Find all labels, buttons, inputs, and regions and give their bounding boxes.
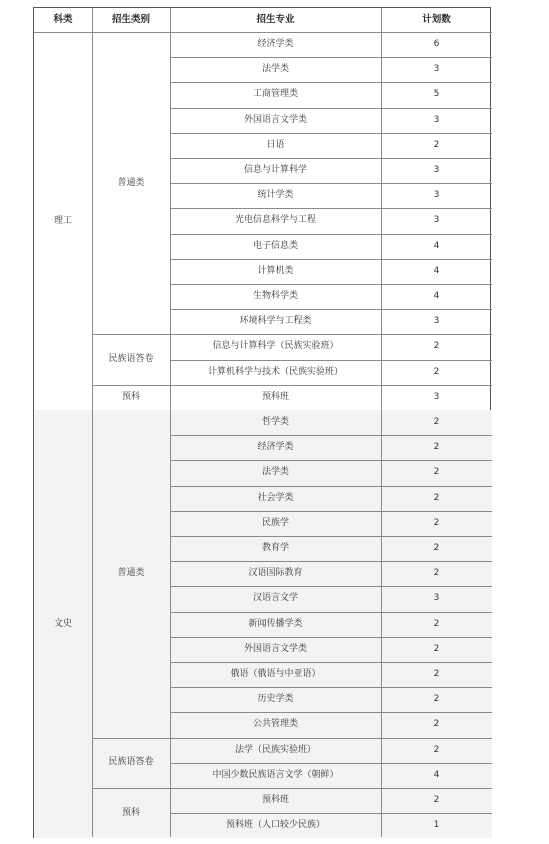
quota-cell: 2 [433, 492, 440, 503]
major-cell: 预科班（人口较少民族） [225, 820, 325, 831]
major-cell: 新闻传播学类 [248, 618, 303, 629]
column-divider [381, 8, 382, 837]
major-cell: 哲学类 [261, 417, 289, 428]
header-quota: 计划数 [422, 14, 451, 26]
quota-cell: 2 [433, 467, 440, 478]
category-cell: 民族语答卷 [108, 757, 154, 768]
major-cell: 俄语（俄语与中亚语） [230, 669, 321, 680]
quota-cell: 1 [433, 820, 440, 831]
enrollment-plan-table [33, 7, 491, 838]
quota-cell: 3 [433, 316, 440, 327]
major-cell: 信息与计算科学 [243, 165, 307, 176]
header-subject: 科类 [53, 14, 73, 26]
major-cell: 工商管理类 [252, 89, 298, 100]
major-cell: 中国少数民族语言文学（朝鲜） [212, 769, 339, 780]
major-cell: 计算机类 [257, 265, 294, 276]
quota-cell: 2 [433, 643, 440, 654]
major-cell: 信息与计算科学（民族实验班） [212, 341, 339, 352]
quota-cell: 2 [433, 442, 440, 453]
major-cell: 经济学类 [257, 39, 294, 50]
major-cell: 生物科学类 [252, 291, 298, 302]
subject-cell: 理工 [53, 215, 72, 226]
quota-cell: 4 [433, 265, 440, 276]
category-cell: 预科 [121, 807, 140, 818]
header-category: 招生类别 [111, 14, 150, 26]
quota-cell: 2 [433, 795, 440, 806]
quota-cell: 5 [433, 89, 440, 100]
major-cell: 预科班 [261, 391, 289, 402]
major-cell: 社会学类 [257, 492, 294, 503]
quota-cell: 2 [433, 517, 440, 528]
category-cell: 普通类 [117, 177, 145, 188]
quota-cell: 3 [433, 593, 440, 604]
major-cell: 法学类 [261, 64, 289, 75]
major-cell: 汉语国际教育 [248, 568, 303, 579]
quota-cell: 2 [433, 669, 440, 680]
quota-cell: 2 [433, 568, 440, 579]
quota-cell: 3 [433, 114, 440, 125]
category-cell: 普通类 [117, 568, 145, 579]
quota-cell: 3 [433, 391, 440, 402]
quota-cell: 3 [433, 215, 440, 226]
major-cell: 教育学 [261, 543, 289, 554]
major-cell: 经济学类 [257, 442, 294, 453]
quota-cell: 2 [433, 366, 440, 377]
quota-cell: 2 [433, 139, 440, 150]
major-cell: 法学类 [261, 467, 289, 478]
column-divider [170, 8, 171, 837]
quota-cell: 2 [433, 618, 440, 629]
major-cell: 统计学类 [257, 190, 294, 201]
major-cell: 环境科学与工程类 [239, 316, 312, 327]
quota-cell: 6 [433, 39, 440, 50]
quota-cell: 4 [433, 769, 440, 780]
quota-cell: 2 [433, 719, 440, 730]
header-major: 招生专业 [256, 14, 295, 26]
subject-cell: 文史 [53, 618, 72, 629]
major-cell: 光电信息科学与工程 [234, 215, 316, 226]
major-cell: 外国语言文学类 [243, 643, 307, 654]
quota-cell: 2 [433, 341, 440, 352]
quota-cell: 2 [433, 744, 440, 755]
quota-cell: 2 [433, 694, 440, 705]
major-cell: 计算机科学与技术（民族实验班） [207, 366, 343, 377]
category-cell: 民族语答卷 [108, 354, 154, 365]
quota-cell: 2 [433, 543, 440, 554]
quota-cell: 3 [433, 190, 440, 201]
major-cell: 外国语言文学类 [243, 114, 307, 125]
quota-cell: 4 [433, 291, 440, 302]
quota-cell: 3 [433, 64, 440, 75]
major-cell: 法学（民族实验班） [234, 744, 316, 755]
major-cell: 汉语言文学 [252, 593, 298, 604]
major-cell: 历史学类 [257, 694, 294, 705]
column-divider [92, 8, 93, 837]
quota-cell: 4 [433, 240, 440, 251]
quota-cell: 3 [433, 165, 440, 176]
major-cell: 电子信息类 [252, 240, 298, 251]
category-cell: 预科 [121, 391, 140, 402]
quota-cell: 2 [433, 417, 440, 428]
major-cell: 民族学 [261, 517, 289, 528]
major-cell: 公共管理类 [252, 719, 298, 730]
major-cell: 日语 [266, 139, 285, 150]
major-cell: 预科班 [261, 795, 289, 806]
